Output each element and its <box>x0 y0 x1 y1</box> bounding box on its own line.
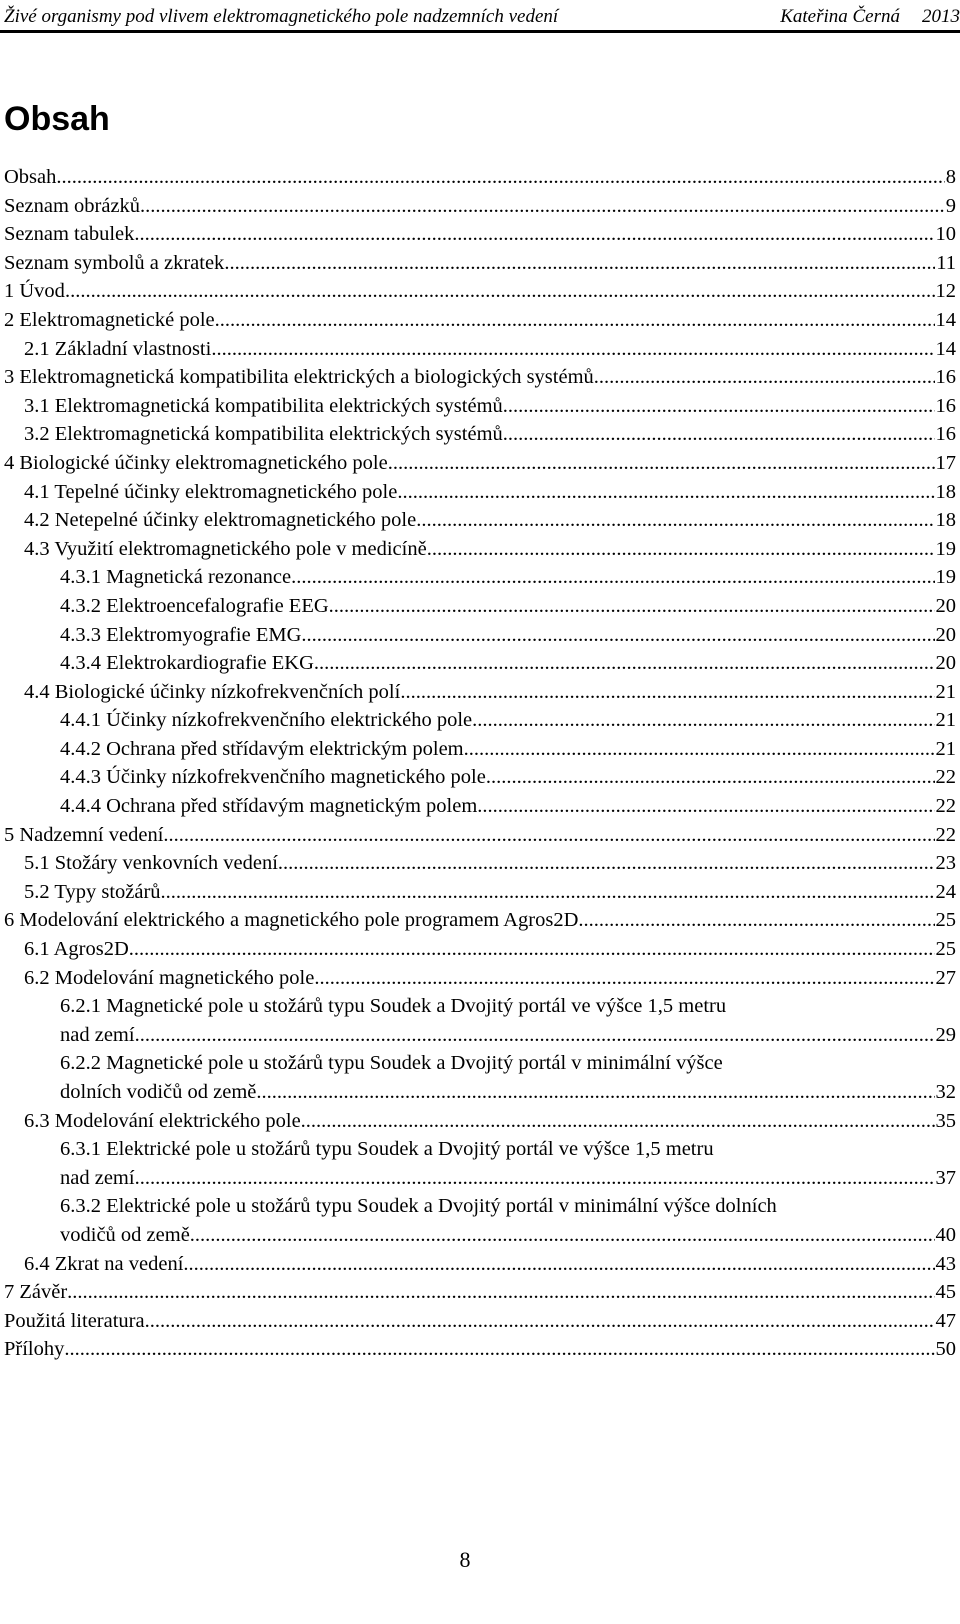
dot-leader <box>400 678 934 707</box>
toc-entry-title: Seznam obrázků <box>4 194 141 217</box>
toc-entry-title: 4.4.3 Účinky nízkofrekvenčního magnetického pole <box>60 766 486 789</box>
toc-entry[interactable] <box>0 1335 956 1364</box>
toc-entry[interactable] <box>0 649 956 678</box>
header-year: 2013 <box>922 6 960 27</box>
toc-entry-title: dolních vodičů od země <box>60 1081 257 1103</box>
toc-entry[interactable] <box>0 992 956 1049</box>
toc-entry-title: 4.2 Netepelné účinky elektromagnetického pole <box>24 509 417 532</box>
dot-leader <box>183 1250 934 1279</box>
toc-entry-title: 3.2 Elektromagnetická kompatibilita elektrických systémů <box>24 423 503 446</box>
page-number: 8 <box>459 1547 471 1572</box>
dot-leader <box>397 478 934 507</box>
toc-entry[interactable] <box>0 1307 956 1336</box>
header-rule <box>0 30 960 33</box>
toc-entry[interactable] <box>0 1192 956 1249</box>
toc-entry-title: 5 Nadzemní vedení <box>4 823 164 846</box>
toc-entry-title: 4.4 Biologické účinky nízkofrekvenčních polí <box>24 680 401 703</box>
dot-leader <box>224 249 935 278</box>
toc-entry-title: Použitá literatura <box>4 1309 145 1332</box>
toc-page-number: 21 <box>935 737 956 760</box>
toc-entry-title: 2 Elektromagnetické pole <box>4 308 215 331</box>
toc-page-number: 25 <box>935 909 956 932</box>
dot-leader <box>161 878 935 907</box>
dot-leader <box>329 592 935 621</box>
toc-entry[interactable] <box>0 964 956 993</box>
toc-page-number: 18 <box>935 480 956 503</box>
toc-entry-title-first-line: 6.2.1 Magnetické pole u stožárů typu Soudek a Dvojitý portál ve výšce 1,5 metru <box>60 995 727 1018</box>
toc-page-number: 19 <box>935 537 956 560</box>
toc-entry[interactable] <box>0 563 956 592</box>
toc-entry[interactable] <box>0 706 956 735</box>
dot-leader <box>503 392 935 421</box>
toc-page-number: 29 <box>935 1023 956 1046</box>
toc-entry[interactable] <box>0 906 956 935</box>
toc-page-number: 21 <box>935 709 956 732</box>
toc-entry[interactable] <box>0 735 956 764</box>
toc-page-number: 16 <box>935 366 956 389</box>
toc-page-number: 35 <box>935 1109 956 1132</box>
toc-page-number: 43 <box>935 1252 956 1275</box>
page-title: Obsah <box>4 100 110 138</box>
toc-entry-title: 5.2 Typy stožárů <box>24 880 161 903</box>
toc-entry-title: 4.1 Tepelné účinky elektromagnetického pole <box>24 480 398 503</box>
toc-entry-title: 3 Elektromagnetická kompatibilita elektrických a biologických systémů <box>4 366 594 389</box>
dot-leader <box>129 935 935 964</box>
toc-entry-title: 2.1 Základní vlastnosti <box>24 337 212 360</box>
toc-entry-title: Obsah <box>4 166 57 188</box>
toc-page-number: 22 <box>935 823 956 846</box>
dot-leader <box>278 849 935 878</box>
toc-page-number: 12 <box>935 280 956 303</box>
toc-entry-title: 7 Závěr <box>4 1281 68 1304</box>
dot-leader <box>472 706 934 735</box>
toc-entry[interactable] <box>0 335 956 364</box>
toc-entry-title: 6 Modelování elektrického a magnetického pole programem Agros2D <box>4 909 579 932</box>
toc-entry[interactable] <box>0 1049 956 1106</box>
toc-entry-title: 6.3 Modelování elektrického pole <box>24 1109 301 1132</box>
toc-entry[interactable] <box>0 621 956 650</box>
running-header <box>4 2 960 32</box>
toc-page-number: 16 <box>935 394 956 417</box>
table-of-contents <box>0 163 956 1364</box>
toc-entry[interactable] <box>0 535 956 564</box>
toc-entry-title: 4.3.2 Elektroencefalografie EEG <box>60 594 329 617</box>
dot-leader <box>578 906 934 935</box>
toc-page-number: 37 <box>935 1166 956 1189</box>
dot-leader <box>503 420 935 449</box>
toc-page-number: 10 <box>935 223 956 246</box>
toc-entry[interactable] <box>0 277 956 306</box>
toc-entry[interactable] <box>0 678 956 707</box>
toc-page-number: 19 <box>935 566 956 589</box>
toc-entry-title: 5.1 Stožáry venkovních vedení <box>24 852 278 875</box>
toc-entry[interactable] <box>0 306 956 335</box>
toc-entry-title: 6.1 Agros2D <box>24 938 129 961</box>
toc-page-number: 23 <box>935 852 956 875</box>
toc-entry[interactable] <box>0 392 956 421</box>
dot-leader <box>301 1107 935 1136</box>
dot-leader <box>65 277 935 306</box>
dot-leader <box>211 335 934 364</box>
toc-page-number: 47 <box>935 1309 956 1332</box>
toc-page-number: 18 <box>935 509 956 532</box>
toc-entry[interactable] <box>0 192 956 221</box>
toc-entry[interactable] <box>0 1278 956 1307</box>
toc-page-number: 45 <box>935 1281 956 1304</box>
toc-entry[interactable] <box>0 1107 956 1136</box>
toc-entry-title: Seznam symbolů a zkratek <box>4 251 225 274</box>
toc-page-number: 40 <box>935 1223 956 1246</box>
toc-page-number: 9 <box>945 194 956 217</box>
dot-leader <box>163 821 934 850</box>
toc-page-number: 14 <box>935 337 956 360</box>
toc-entry[interactable] <box>0 821 956 850</box>
toc-page-number: 11 <box>936 251 956 274</box>
toc-page-number: 20 <box>935 652 956 675</box>
toc-entry-title: 6.4 Zkrat na vedení <box>24 1252 184 1275</box>
toc-entry[interactable] <box>0 478 956 507</box>
toc-entry[interactable] <box>0 935 956 964</box>
dot-leader <box>314 964 934 993</box>
toc-entry[interactable] <box>0 1135 956 1192</box>
toc-entry[interactable] <box>0 220 956 249</box>
dot-leader <box>215 306 935 335</box>
toc-entry[interactable] <box>0 592 956 621</box>
toc-entry-title: 3.1 Elektromagnetická kompatibilita elektrických systémů <box>24 394 503 417</box>
toc-entry[interactable] <box>0 792 956 821</box>
dot-leader <box>416 506 934 535</box>
toc-page-number: 8 <box>945 166 956 188</box>
toc-page-number: 14 <box>935 308 956 331</box>
dot-leader <box>486 763 935 792</box>
dot-leader <box>67 1278 934 1307</box>
toc-page-number: 16 <box>935 423 956 446</box>
toc-page-number: 25 <box>935 938 956 961</box>
toc-entry-title-first-line: 6.3.2 Elektrické pole u stožárů typu Soudek a Dvojitý portál v minimální výšce dolních <box>60 1195 777 1218</box>
toc-entry-title: 4.3.3 Elektromyografie EMG <box>60 623 302 646</box>
dot-leader <box>135 1021 935 1050</box>
dot-leader <box>477 792 934 821</box>
dot-leader <box>388 449 935 478</box>
toc-page-number: 27 <box>935 966 956 989</box>
toc-entry-title: vodičů od země <box>60 1223 190 1246</box>
toc-entry[interactable] <box>0 506 956 535</box>
dot-leader <box>140 192 945 221</box>
dot-leader <box>134 220 934 249</box>
toc-entry[interactable] <box>0 763 956 792</box>
header-meta <box>780 2 960 32</box>
toc-page-number: 17 <box>935 451 956 474</box>
toc-entry-title: 6.2 Modelování magnetického pole <box>24 966 315 989</box>
toc-page-number: 22 <box>935 795 956 818</box>
toc-entry-title: 4 Biologické účinky elektromagnetického pole <box>4 451 388 474</box>
toc-page-number: 21 <box>935 680 956 703</box>
toc-entry[interactable] <box>0 878 956 907</box>
toc-page-number: 24 <box>935 880 956 903</box>
dot-leader <box>291 563 934 592</box>
header-author: Kateřina Černá <box>780 6 900 27</box>
toc-entry[interactable] <box>0 849 956 878</box>
dot-leader <box>145 1307 935 1336</box>
toc-entry-title: nad zemí <box>60 1023 135 1046</box>
dot-leader <box>64 1335 934 1364</box>
dot-leader <box>190 1221 935 1250</box>
dot-leader <box>464 735 935 764</box>
dot-leader <box>594 363 935 392</box>
toc-entry-title: 4.3.1 Magnetická rezonance <box>60 566 292 589</box>
toc-entry[interactable] <box>0 449 956 478</box>
toc-entry-title: Seznam tabulek <box>4 223 135 246</box>
toc-page-number: 50 <box>935 1338 956 1361</box>
toc-page-number: 20 <box>935 594 956 617</box>
toc-entry-title: nad zemí <box>60 1166 135 1189</box>
toc-entry-title: 4.4.4 Ochrana před střídavým magnetickým polem <box>60 795 478 818</box>
toc-entry-title: 4.3 Využití elektromagnetického pole v medicíně <box>24 537 427 560</box>
toc-entry[interactable] <box>0 163 956 192</box>
toc-entry[interactable] <box>0 363 956 392</box>
dot-leader <box>56 163 944 192</box>
toc-entry[interactable] <box>0 249 956 278</box>
dot-leader <box>314 649 935 678</box>
toc-entry-title-first-line: 6.3.1 Elektrické pole u stožárů typu Soudek a Dvojitý portál ve výšce 1,5 metru <box>60 1138 714 1161</box>
dot-leader <box>135 1164 935 1193</box>
toc-page-number: 22 <box>935 766 956 789</box>
dot-leader <box>256 1078 934 1107</box>
dot-leader <box>427 535 935 564</box>
toc-entry-title-first-line: 6.2.2 Magnetické pole u stožárů typu Soudek a Dvojitý portál v minimální výšce <box>60 1052 723 1075</box>
toc-page-number: 32 <box>935 1081 956 1103</box>
toc-entry-title: 4.3.4 Elektrokardiografie EKG <box>60 652 314 675</box>
toc-entry-title: Přílohy <box>4 1338 65 1361</box>
toc-entry-title: 4.4.1 Účinky nízkofrekvenčního elektrického pole <box>60 709 473 732</box>
toc-page-number: 20 <box>935 623 956 646</box>
header-document-title: Živé organismy pod vlivem elektromagnetického pole nadzemních vedení <box>4 6 559 27</box>
toc-entry-title: 4.4.2 Ochrana před střídavým elektrickým polem <box>60 737 464 760</box>
toc-entry-title: 1 Úvod <box>4 280 65 303</box>
dot-leader <box>301 621 934 650</box>
toc-entry[interactable] <box>0 420 956 449</box>
toc-entry[interactable] <box>0 1250 956 1279</box>
